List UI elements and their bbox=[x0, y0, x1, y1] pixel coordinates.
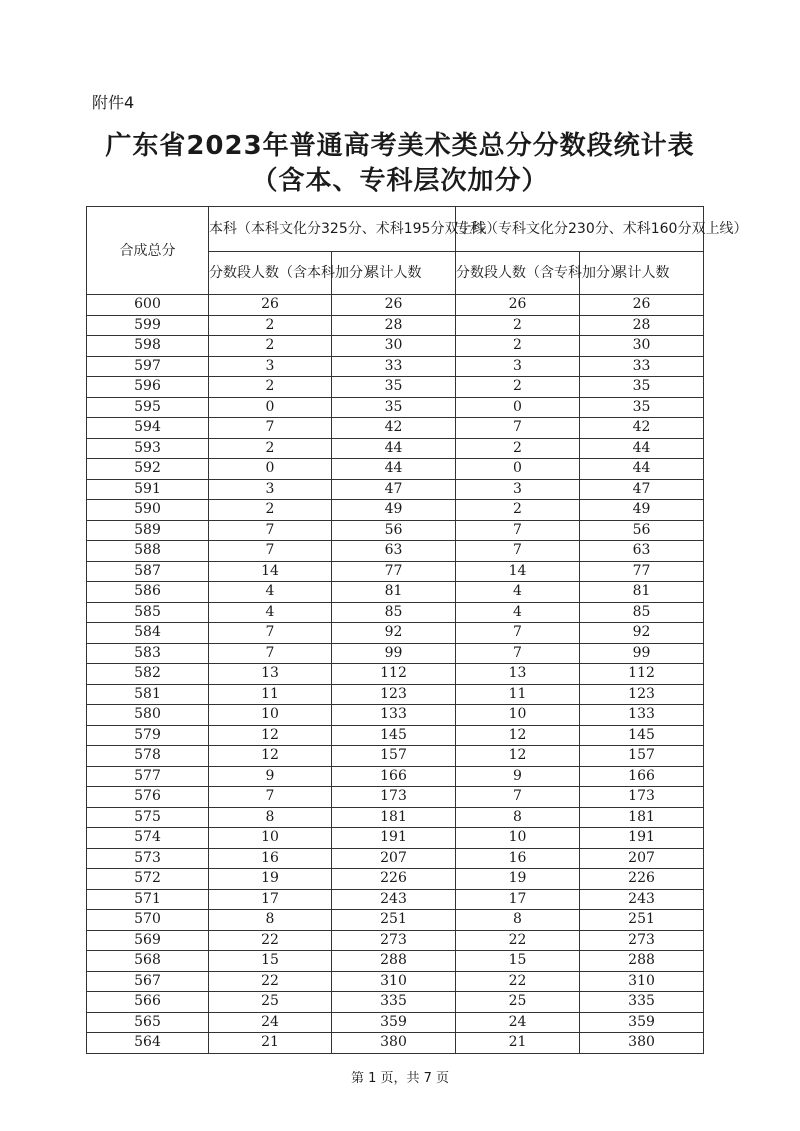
table-row bbox=[87, 664, 704, 685]
junior-count-cell: 7 bbox=[456, 541, 580, 562]
score-cell: 588 bbox=[87, 541, 209, 562]
undergrad-cumulative-cell: 99 bbox=[332, 643, 456, 664]
junior-cumulative-cell: 112 bbox=[580, 664, 704, 685]
score-column-header: 合成总分 bbox=[87, 207, 209, 295]
table-row bbox=[87, 315, 704, 336]
undergrad-count-cell: 14 bbox=[209, 561, 332, 582]
table-row bbox=[87, 500, 704, 521]
score-cell: 573 bbox=[87, 848, 209, 869]
table-row bbox=[87, 684, 704, 705]
score-cell: 564 bbox=[87, 1033, 209, 1054]
undergrad-count-cell: 12 bbox=[209, 725, 332, 746]
undergrad-cumulative-cell: 92 bbox=[332, 623, 456, 644]
score-cell: 591 bbox=[87, 479, 209, 500]
junior-count-cell: 12 bbox=[456, 746, 580, 767]
undergrad-cumulative-header: 累计人数 bbox=[332, 252, 456, 295]
junior-count-cell: 17 bbox=[456, 889, 580, 910]
undergrad-count-cell: 7 bbox=[209, 623, 332, 644]
junior-count-cell: 14 bbox=[456, 561, 580, 582]
junior-count-header: 分数段人数（含专科加分） bbox=[456, 252, 580, 295]
junior-cumulative-header: 累计人数 bbox=[580, 252, 704, 295]
undergrad-cumulative-cell: 133 bbox=[332, 705, 456, 726]
undergrad-cumulative-cell: 243 bbox=[332, 889, 456, 910]
undergrad-count-cell: 10 bbox=[209, 828, 332, 849]
junior-count-cell: 7 bbox=[456, 787, 580, 808]
undergrad-cumulative-cell: 310 bbox=[332, 971, 456, 992]
undergrad-cumulative-cell: 251 bbox=[332, 910, 456, 931]
score-cell: 569 bbox=[87, 930, 209, 951]
page-title: 广东省2023年普通高考美术类总分分数段统计表 bbox=[105, 131, 695, 161]
undergrad-cumulative-cell: 112 bbox=[332, 664, 456, 685]
junior-cumulative-cell: 99 bbox=[580, 643, 704, 664]
table-row bbox=[87, 397, 704, 418]
table-row bbox=[87, 910, 704, 931]
score-cell: 595 bbox=[87, 397, 209, 418]
undergrad-count-cell: 0 bbox=[209, 397, 332, 418]
junior-cumulative-cell: 56 bbox=[580, 520, 704, 541]
table-row bbox=[87, 705, 704, 726]
table-row bbox=[87, 828, 704, 849]
score-cell: 577 bbox=[87, 766, 209, 787]
score-cell: 570 bbox=[87, 910, 209, 931]
score-cell: 592 bbox=[87, 459, 209, 480]
junior-count-cell: 2 bbox=[456, 336, 580, 357]
junior-count-cell: 2 bbox=[456, 377, 580, 398]
undergrad-cumulative-cell: 63 bbox=[332, 541, 456, 562]
junior-cumulative-cell: 44 bbox=[580, 438, 704, 459]
junior-cumulative-cell: 26 bbox=[580, 295, 704, 316]
undergrad-count-cell: 25 bbox=[209, 992, 332, 1013]
score-cell: 583 bbox=[87, 643, 209, 664]
table-row bbox=[87, 438, 704, 459]
undergrad-cumulative-cell: 380 bbox=[332, 1033, 456, 1054]
undergrad-count-cell: 24 bbox=[209, 1012, 332, 1033]
junior-cumulative-cell: 181 bbox=[580, 807, 704, 828]
undergrad-count-cell: 0 bbox=[209, 459, 332, 480]
undergrad-cumulative-cell: 26 bbox=[332, 295, 456, 316]
undergrad-cumulative-cell: 173 bbox=[332, 787, 456, 808]
junior-cumulative-cell: 77 bbox=[580, 561, 704, 582]
score-cell: 600 bbox=[87, 295, 209, 316]
junior-cumulative-cell: 359 bbox=[580, 1012, 704, 1033]
junior-count-cell: 0 bbox=[456, 397, 580, 418]
junior-cumulative-cell: 243 bbox=[580, 889, 704, 910]
table-row bbox=[87, 930, 704, 951]
junior-count-cell: 22 bbox=[456, 971, 580, 992]
undergrad-cumulative-cell: 288 bbox=[332, 951, 456, 972]
junior-count-cell: 11 bbox=[456, 684, 580, 705]
junior-cumulative-cell: 145 bbox=[580, 725, 704, 746]
table-row bbox=[87, 418, 704, 439]
junior-count-cell: 15 bbox=[456, 951, 580, 972]
undergrad-cumulative-cell: 273 bbox=[332, 930, 456, 951]
undergrad-cumulative-cell: 30 bbox=[332, 336, 456, 357]
table-row bbox=[87, 643, 704, 664]
score-cell: 576 bbox=[87, 787, 209, 808]
junior-count-cell: 7 bbox=[456, 643, 580, 664]
undergrad-count-cell: 2 bbox=[209, 315, 332, 336]
table-row bbox=[87, 766, 704, 787]
score-cell: 582 bbox=[87, 664, 209, 685]
table-row bbox=[87, 951, 704, 972]
junior-cumulative-cell: 42 bbox=[580, 418, 704, 439]
undergrad-count-cell: 8 bbox=[209, 807, 332, 828]
score-cell: 598 bbox=[87, 336, 209, 357]
junior-cumulative-cell: 85 bbox=[580, 602, 704, 623]
table-body bbox=[87, 295, 704, 1054]
junior-count-cell: 7 bbox=[456, 623, 580, 644]
undergrad-count-cell: 7 bbox=[209, 787, 332, 808]
undergrad-cumulative-cell: 145 bbox=[332, 725, 456, 746]
table-row bbox=[87, 582, 704, 603]
undergrad-cumulative-cell: 42 bbox=[332, 418, 456, 439]
table-row bbox=[87, 971, 704, 992]
page-subtitle: （含本、专科层次加分） bbox=[251, 166, 549, 196]
undergrad-cumulative-cell: 181 bbox=[332, 807, 456, 828]
undergrad-count-cell: 19 bbox=[209, 869, 332, 890]
junior-cumulative-cell: 310 bbox=[580, 971, 704, 992]
undergrad-count-cell: 17 bbox=[209, 889, 332, 910]
score-cell: 567 bbox=[87, 971, 209, 992]
junior-cumulative-cell: 380 bbox=[580, 1033, 704, 1054]
undergrad-count-cell: 8 bbox=[209, 910, 332, 931]
junior-group-header: 专科（专科文化分230分、术科160分双上线） bbox=[456, 207, 704, 252]
undergrad-cumulative-cell: 28 bbox=[332, 315, 456, 336]
junior-count-cell: 8 bbox=[456, 910, 580, 931]
score-cell: 596 bbox=[87, 377, 209, 398]
junior-cumulative-cell: 191 bbox=[580, 828, 704, 849]
undergrad-cumulative-cell: 44 bbox=[332, 438, 456, 459]
score-cell: 597 bbox=[87, 356, 209, 377]
undergrad-cumulative-cell: 44 bbox=[332, 459, 456, 480]
junior-cumulative-cell: 173 bbox=[580, 787, 704, 808]
table-row bbox=[87, 623, 704, 644]
junior-cumulative-cell: 288 bbox=[580, 951, 704, 972]
junior-count-cell: 24 bbox=[456, 1012, 580, 1033]
junior-cumulative-cell: 81 bbox=[580, 582, 704, 603]
undergrad-cumulative-cell: 123 bbox=[332, 684, 456, 705]
undergrad-cumulative-cell: 81 bbox=[332, 582, 456, 603]
junior-count-cell: 12 bbox=[456, 725, 580, 746]
junior-cumulative-cell: 47 bbox=[580, 479, 704, 500]
table-row bbox=[87, 336, 704, 357]
undergrad-count-cell: 4 bbox=[209, 582, 332, 603]
junior-count-cell: 2 bbox=[456, 500, 580, 521]
undergrad-count-cell: 22 bbox=[209, 930, 332, 951]
junior-cumulative-cell: 157 bbox=[580, 746, 704, 767]
score-cell: 581 bbox=[87, 684, 209, 705]
junior-count-cell: 9 bbox=[456, 766, 580, 787]
table-row bbox=[87, 520, 704, 541]
junior-count-cell: 4 bbox=[456, 582, 580, 603]
undergrad-count-cell: 2 bbox=[209, 377, 332, 398]
undergrad-cumulative-cell: 335 bbox=[332, 992, 456, 1013]
undergrad-count-cell: 2 bbox=[209, 500, 332, 521]
junior-cumulative-cell: 28 bbox=[580, 315, 704, 336]
junior-cumulative-cell: 166 bbox=[580, 766, 704, 787]
undergrad-count-cell: 11 bbox=[209, 684, 332, 705]
undergrad-count-cell: 3 bbox=[209, 479, 332, 500]
table-row bbox=[87, 377, 704, 398]
table-row bbox=[87, 1012, 704, 1033]
undergrad-cumulative-cell: 33 bbox=[332, 356, 456, 377]
junior-cumulative-cell: 30 bbox=[580, 336, 704, 357]
junior-cumulative-cell: 44 bbox=[580, 459, 704, 480]
junior-count-cell: 26 bbox=[456, 295, 580, 316]
undergrad-count-cell: 7 bbox=[209, 418, 332, 439]
score-cell: 585 bbox=[87, 602, 209, 623]
score-cell: 594 bbox=[87, 418, 209, 439]
junior-cumulative-cell: 251 bbox=[580, 910, 704, 931]
table-row bbox=[87, 787, 704, 808]
junior-cumulative-cell: 273 bbox=[580, 930, 704, 951]
undergrad-cumulative-cell: 49 bbox=[332, 500, 456, 521]
junior-cumulative-cell: 92 bbox=[580, 623, 704, 644]
score-cell: 578 bbox=[87, 746, 209, 767]
score-cell: 568 bbox=[87, 951, 209, 972]
junior-cumulative-cell: 33 bbox=[580, 356, 704, 377]
table-row bbox=[87, 541, 704, 562]
undergrad-cumulative-cell: 35 bbox=[332, 377, 456, 398]
junior-count-cell: 13 bbox=[456, 664, 580, 685]
junior-count-cell: 3 bbox=[456, 356, 580, 377]
table-row bbox=[87, 869, 704, 890]
undergrad-cumulative-cell: 191 bbox=[332, 828, 456, 849]
junior-count-cell: 16 bbox=[456, 848, 580, 869]
score-cell: 572 bbox=[87, 869, 209, 890]
score-cell: 565 bbox=[87, 1012, 209, 1033]
junior-cumulative-cell: 207 bbox=[580, 848, 704, 869]
junior-cumulative-cell: 63 bbox=[580, 541, 704, 562]
undergrad-count-cell: 26 bbox=[209, 295, 332, 316]
junior-count-cell: 22 bbox=[456, 930, 580, 951]
undergrad-count-cell: 7 bbox=[209, 541, 332, 562]
undergrad-count-cell: 4 bbox=[209, 602, 332, 623]
junior-count-cell: 7 bbox=[456, 520, 580, 541]
undergrad-cumulative-cell: 207 bbox=[332, 848, 456, 869]
undergrad-cumulative-cell: 166 bbox=[332, 766, 456, 787]
table-row bbox=[87, 561, 704, 582]
junior-cumulative-cell: 335 bbox=[580, 992, 704, 1013]
undergrad-cumulative-cell: 359 bbox=[332, 1012, 456, 1033]
table-row bbox=[87, 356, 704, 377]
table-row bbox=[87, 602, 704, 623]
score-cell: 580 bbox=[87, 705, 209, 726]
undergrad-count-cell: 3 bbox=[209, 356, 332, 377]
score-cell: 584 bbox=[87, 623, 209, 644]
score-cell: 574 bbox=[87, 828, 209, 849]
score-cell: 590 bbox=[87, 500, 209, 521]
score-cell: 566 bbox=[87, 992, 209, 1013]
undergrad-count-cell: 7 bbox=[209, 643, 332, 664]
table-row bbox=[87, 459, 704, 480]
undergrad-cumulative-cell: 226 bbox=[332, 869, 456, 890]
undergrad-cumulative-cell: 47 bbox=[332, 479, 456, 500]
undergrad-count-cell: 15 bbox=[209, 951, 332, 972]
table-row bbox=[87, 725, 704, 746]
score-cell: 589 bbox=[87, 520, 209, 541]
score-cell: 575 bbox=[87, 807, 209, 828]
junior-count-cell: 3 bbox=[456, 479, 580, 500]
junior-count-cell: 21 bbox=[456, 1033, 580, 1054]
undergrad-count-cell: 7 bbox=[209, 520, 332, 541]
undergrad-count-cell: 2 bbox=[209, 336, 332, 357]
junior-cumulative-cell: 35 bbox=[580, 377, 704, 398]
junior-count-cell: 25 bbox=[456, 992, 580, 1013]
undergrad-count-cell: 12 bbox=[209, 746, 332, 767]
score-cell: 586 bbox=[87, 582, 209, 603]
undergrad-cumulative-cell: 157 bbox=[332, 746, 456, 767]
undergrad-count-cell: 9 bbox=[209, 766, 332, 787]
junior-count-cell: 0 bbox=[456, 459, 580, 480]
junior-cumulative-cell: 123 bbox=[580, 684, 704, 705]
junior-cumulative-cell: 35 bbox=[580, 397, 704, 418]
score-cell: 587 bbox=[87, 561, 209, 582]
undergrad-count-header: 分数段人数（含本科加分） bbox=[209, 252, 332, 295]
junior-cumulative-cell: 49 bbox=[580, 500, 704, 521]
undergrad-count-cell: 16 bbox=[209, 848, 332, 869]
undergrad-count-cell: 21 bbox=[209, 1033, 332, 1054]
table-row bbox=[87, 295, 704, 316]
table-row bbox=[87, 848, 704, 869]
undergrad-count-cell: 13 bbox=[209, 664, 332, 685]
junior-cumulative-cell: 133 bbox=[580, 705, 704, 726]
junior-cumulative-cell: 226 bbox=[580, 869, 704, 890]
junior-count-cell: 8 bbox=[456, 807, 580, 828]
undergrad-count-cell: 10 bbox=[209, 705, 332, 726]
page-number: 第 1 页，共 7 页 bbox=[350, 1071, 450, 1086]
table-row bbox=[87, 479, 704, 500]
score-cell: 579 bbox=[87, 725, 209, 746]
table-row bbox=[87, 807, 704, 828]
table-row bbox=[87, 1033, 704, 1054]
undergrad-cumulative-cell: 56 bbox=[332, 520, 456, 541]
junior-count-cell: 10 bbox=[456, 828, 580, 849]
table-row bbox=[87, 992, 704, 1013]
table-row bbox=[87, 889, 704, 910]
undergrad-count-cell: 2 bbox=[209, 438, 332, 459]
undergrad-cumulative-cell: 77 bbox=[332, 561, 456, 582]
undergrad-cumulative-cell: 35 bbox=[332, 397, 456, 418]
score-distribution-table bbox=[86, 206, 748, 1054]
score-cell: 599 bbox=[87, 315, 209, 336]
junior-count-cell: 10 bbox=[456, 705, 580, 726]
score-cell: 571 bbox=[87, 889, 209, 910]
table-row bbox=[87, 746, 704, 767]
junior-count-cell: 19 bbox=[456, 869, 580, 890]
junior-count-cell: 2 bbox=[456, 438, 580, 459]
junior-count-cell: 2 bbox=[456, 315, 580, 336]
undergrad-count-cell: 22 bbox=[209, 971, 332, 992]
undergrad-group-header: 本科（本科文化分325分、术科195分双上线） bbox=[209, 207, 456, 252]
attachment-label: 附件4 bbox=[92, 93, 135, 112]
undergrad-cumulative-cell: 85 bbox=[332, 602, 456, 623]
score-cell: 593 bbox=[87, 438, 209, 459]
junior-count-cell: 7 bbox=[456, 418, 580, 439]
junior-count-cell: 4 bbox=[456, 602, 580, 623]
